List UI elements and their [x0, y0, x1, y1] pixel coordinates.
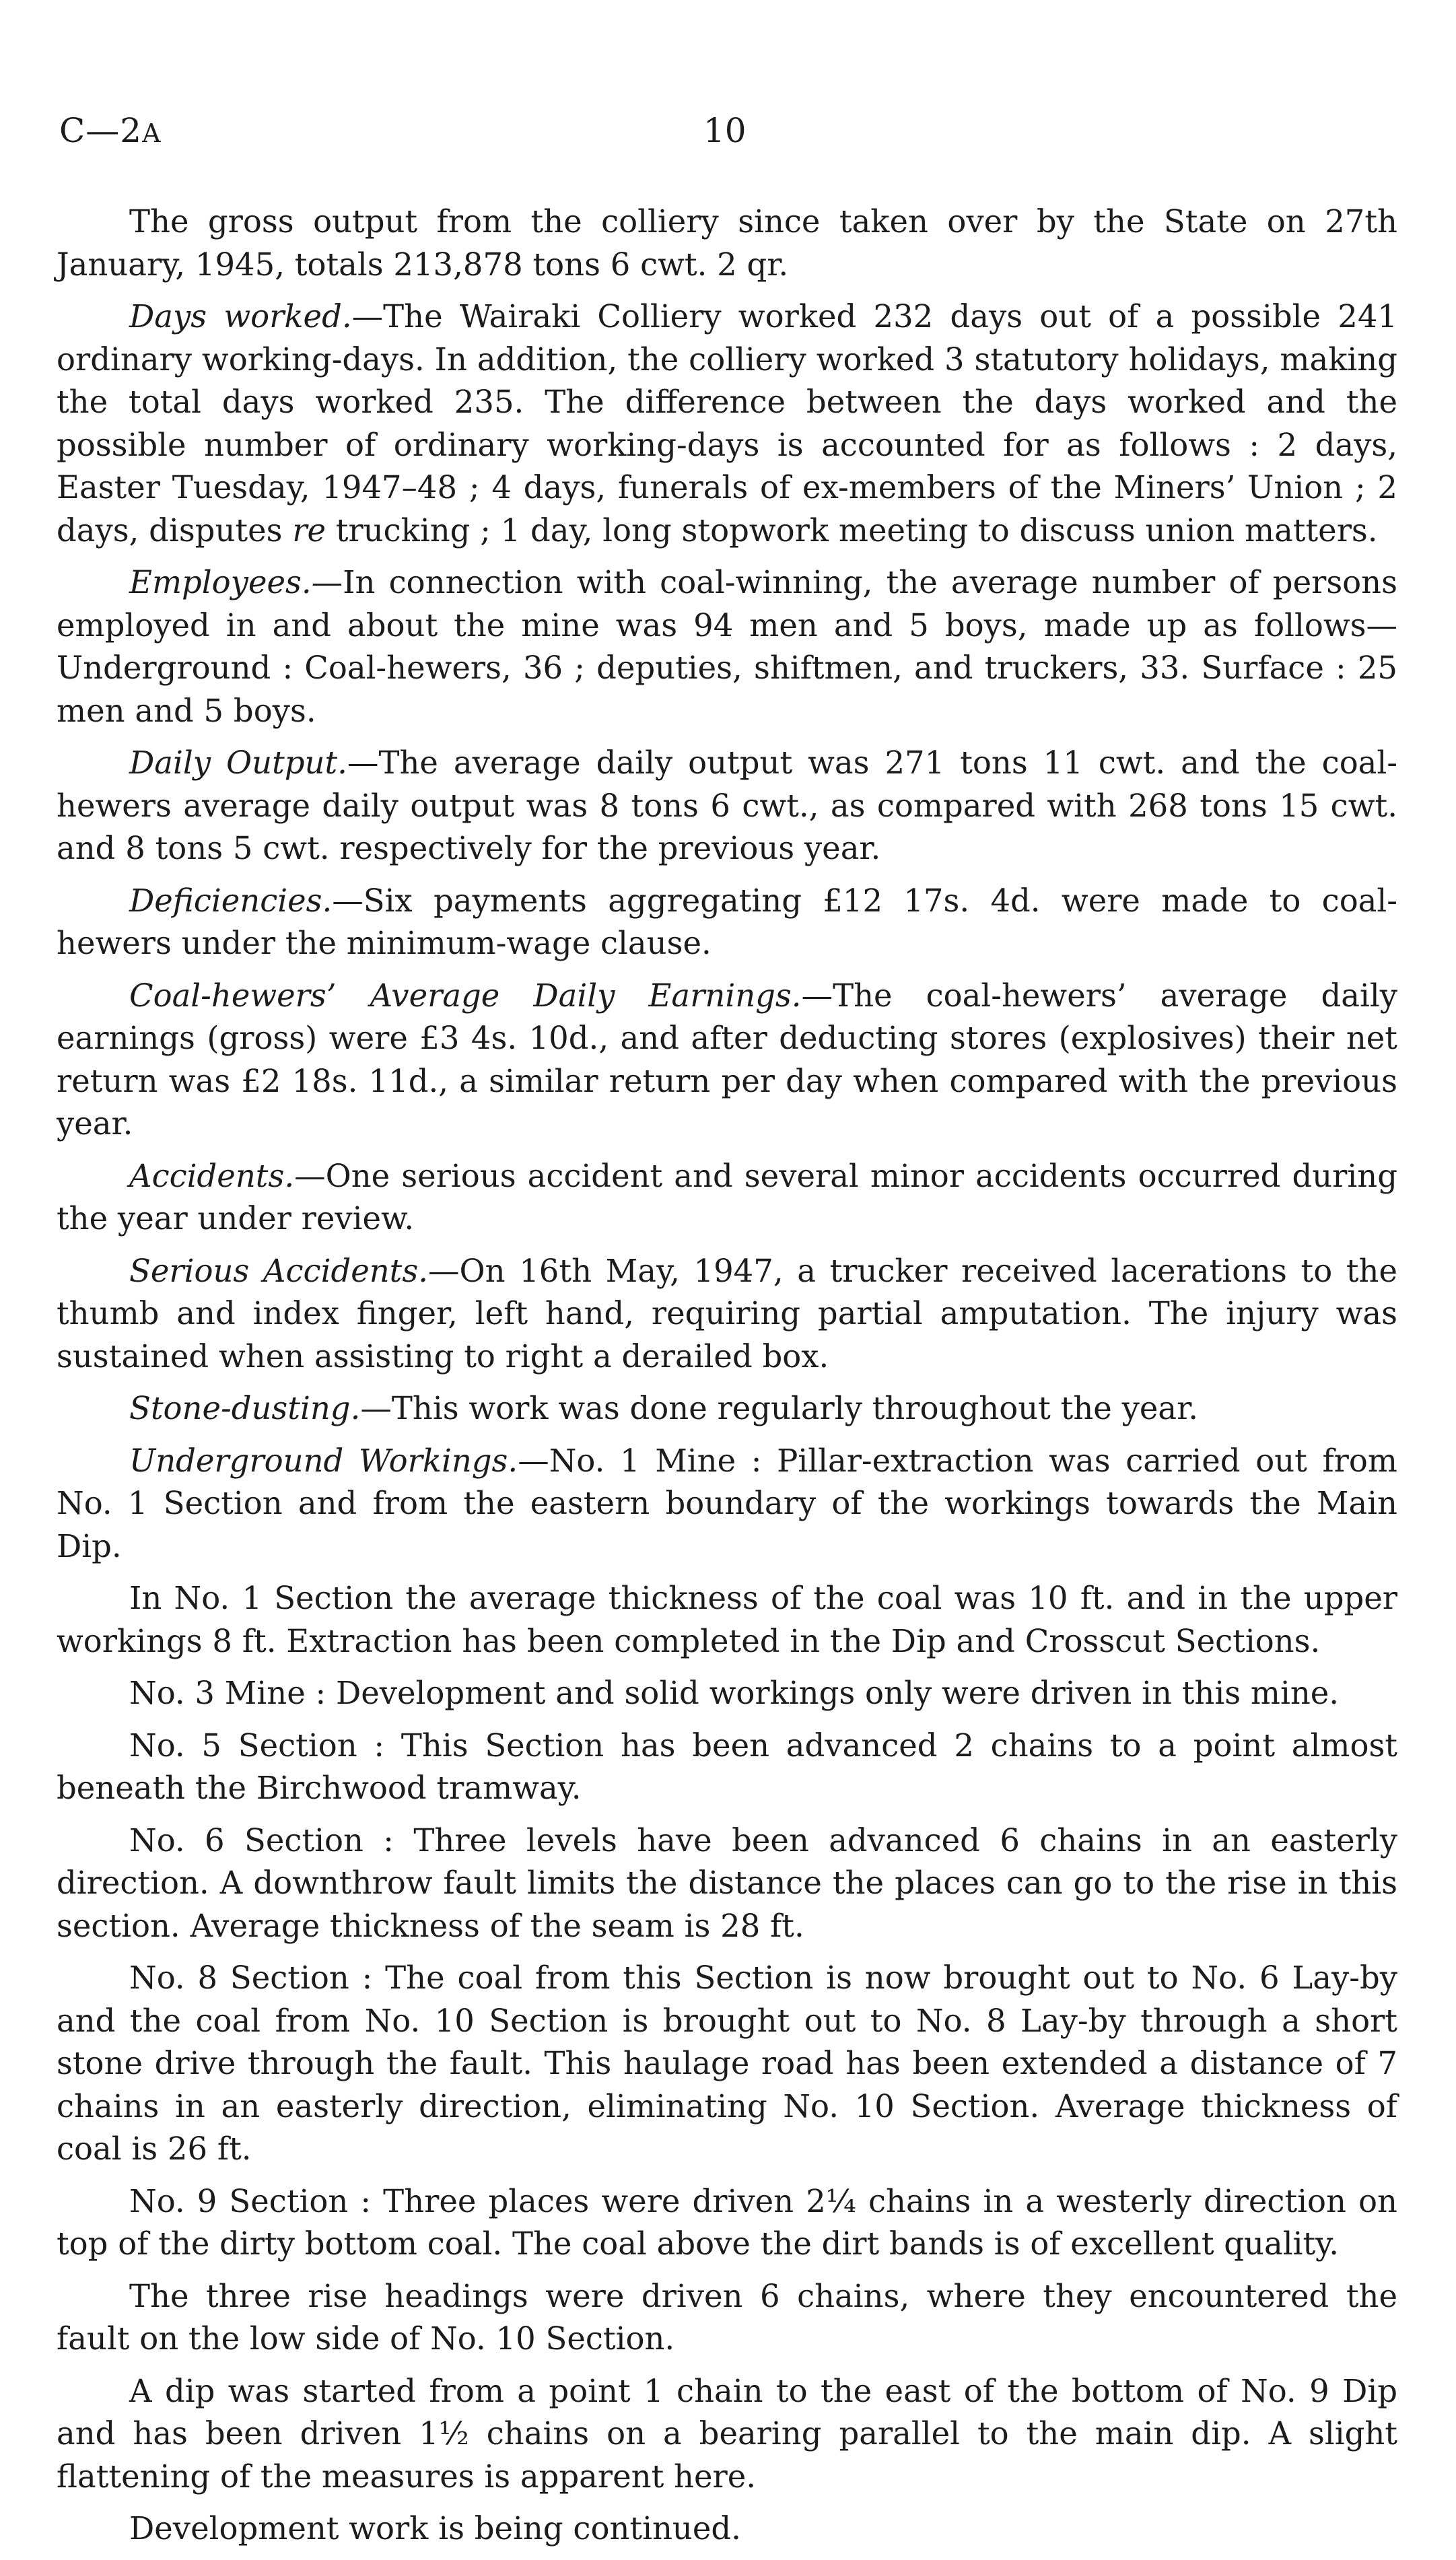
- paragraph-text: —The average daily output was 271 tons 11 cwt. and the coal-hewers average daily output was 8 tons 6 cwt., as compared with 268 tons 15 cwt. and 8 tons 5 cwt. respectively for the previous year.: [57, 745, 1397, 866]
- paragraph-underground-workings: [57, 1440, 1397, 1568]
- paragraph-heading: Daily Output.: [129, 745, 347, 781]
- paragraph-employees: [57, 561, 1397, 732]
- paragraph-text: No. 5 Section : This Section has been advanced 2 chains to a point almost beneath the Birchwood tramway.: [57, 1727, 1397, 1806]
- paragraph-gross-output: [57, 201, 1397, 286]
- paragraph-text: In No. 1 Section the average thickness of the coal was 10 ft. and in the upper workings 8 ft. Extraction has been completed in the Dip and Crosscut Sections.: [57, 1580, 1397, 1659]
- paragraph-development: [57, 2507, 1397, 2551]
- paragraph-text: —The Wairaki Colliery worked 232 days out of a possible 241 ordinary working-days. In addition, the colliery worked 3 statutory holidays, making the total days worked 235. The difference between the days worked and the possible number of ordinary working-days is accounted for as follows : 2 days, Easter Tuesday, 1947–48 ; 4 days, funerals of ex-members of the Miners’ Union ; 2 days, disputes: [57, 298, 1397, 549]
- paragraph-text: Development work is being continued.: [129, 2510, 741, 2547]
- paragraph-text-continued: trucking ; 1 day, long stopwork meeting to discuss union matters.: [326, 512, 1378, 549]
- paragraph-no8-section: [57, 1957, 1397, 2171]
- page-code-suffix: A: [142, 118, 162, 148]
- paragraph-text: —This work was done regularly throughout the year.: [360, 1390, 1198, 1426]
- paragraph-daily-output: [57, 742, 1397, 870]
- latin-re: re: [292, 512, 326, 549]
- paragraph-text: No. 6 Section : Three levels have been advanced 6 chains in an easterly direction. A downthrow fault limits the distance the places can go to the rise in this section. Average thickness of the seam is 28 ft.: [57, 1822, 1397, 1944]
- paragraph-rise-headings: [57, 2275, 1397, 2361]
- paragraph-serious-accidents: [57, 1250, 1397, 1379]
- page-number: 10: [703, 111, 747, 150]
- paragraph-text: —One serious accident and several minor accidents occurred during the year under review.: [57, 1157, 1397, 1237]
- paragraph-heading: Accidents.: [129, 1157, 295, 1194]
- paragraph-dip-started: [57, 2370, 1397, 2499]
- paragraph-text: —In connection with coal-winning, the average number of persons employed in and about the mine was 94 men and 5 boys, made up as follows—Underground : Coal-hewers, 36 ; deputies, shiftmen, and truckers, 33. Surface : 25 men and 5 boys.: [57, 564, 1397, 729]
- paragraph-heading: Employees.: [129, 564, 312, 600]
- page-code: [59, 111, 162, 150]
- paragraph-no3-mine: [57, 1672, 1397, 1715]
- paragraph-heading: Deficiencies.: [129, 882, 333, 919]
- paragraph-no6-section: [57, 1820, 1397, 1948]
- paragraph-text: No. 9 Section : Three places were driven 2¼ chains in a westerly direction on top of the dirty bottom coal. The coal above the dirt bands is of excellent quality.: [57, 2182, 1397, 2262]
- paragraph-heading: Coal-hewers’ Average Daily Earnings.: [129, 977, 802, 1014]
- paragraph-text: A dip was started from a point 1 chain to the east of the bottom of No. 9 Dip and has been driven 1½ chains on a bearing parallel to the main dip. A slight flattening of the measures is apparent here.: [57, 2372, 1397, 2495]
- paragraph-heading: Serious Accidents.: [129, 1252, 429, 1289]
- paragraph-stone-dusting: [57, 1387, 1397, 1430]
- body-text: [57, 201, 1397, 2560]
- paragraph-text: No. 8 Section : The coal from this Section is now brought out to No. 6 Lay-by and the coal from No. 10 Section is brought out to No. 8 Lay-by through a short stone drive through the fault. This haulage road has been extended a distance of 7 chains in an easterly direction, eliminating No. 10 Section. Average thickness of coal is 26 ft.: [57, 1960, 1397, 2167]
- paragraph-heading: Stone-dusting.: [129, 1390, 361, 1426]
- paragraph-text: No. 3 Mine : Development and solid workings only were driven in this mine.: [129, 1675, 1340, 1711]
- paragraph-no9-section: [57, 2180, 1397, 2266]
- paragraph-text: —Six payments aggregating £12 17s. 4d. were made to coal-hewers under the minimum-wage clause.: [57, 882, 1397, 961]
- paragraph-text: —No. 1 Mine : Pillar-extraction was carried out from No. 1 Section and from the eastern boundary of the workings towards the Main Dip.: [57, 1442, 1397, 1564]
- paragraph-text: —The coal-hewers’ average daily earnings (gross) were £3 4s. 10d., and after deducting stores (explosives) their net return was £2 18s. 11d., a similar return per day when compared with the previous year.: [57, 977, 1397, 1142]
- paragraph-heading: Underground Workings.: [129, 1442, 518, 1479]
- paragraph-days-worked: [57, 296, 1397, 552]
- paragraph-text: The three rise headings were driven 6 chains, where they encountered the fault on the low side of No. 10 Section.: [57, 2277, 1397, 2357]
- paragraph-no5-section: [57, 1725, 1397, 1810]
- paragraph-deficiencies: [57, 880, 1397, 965]
- page-header: [0, 111, 1456, 158]
- paragraph-accidents: [57, 1155, 1397, 1241]
- paragraph-text: —On 16th May, 1947, a trucker received lacerations to the thumb and index finger, left hand, requiring partial amputation. The injury was sustained when assisting to right a derailed box.: [57, 1252, 1397, 1375]
- paragraph-heading: Days worked.: [129, 298, 352, 335]
- page-code-main: C—2: [59, 111, 143, 150]
- paragraph-no1-section: [57, 1577, 1397, 1663]
- paragraph-text: The gross output from the colliery since taken over by the State on 27th January, 1945, totals 213,878 tons 6 cwt. 2 qr.: [57, 203, 1397, 283]
- paragraph-earnings: [57, 975, 1397, 1146]
